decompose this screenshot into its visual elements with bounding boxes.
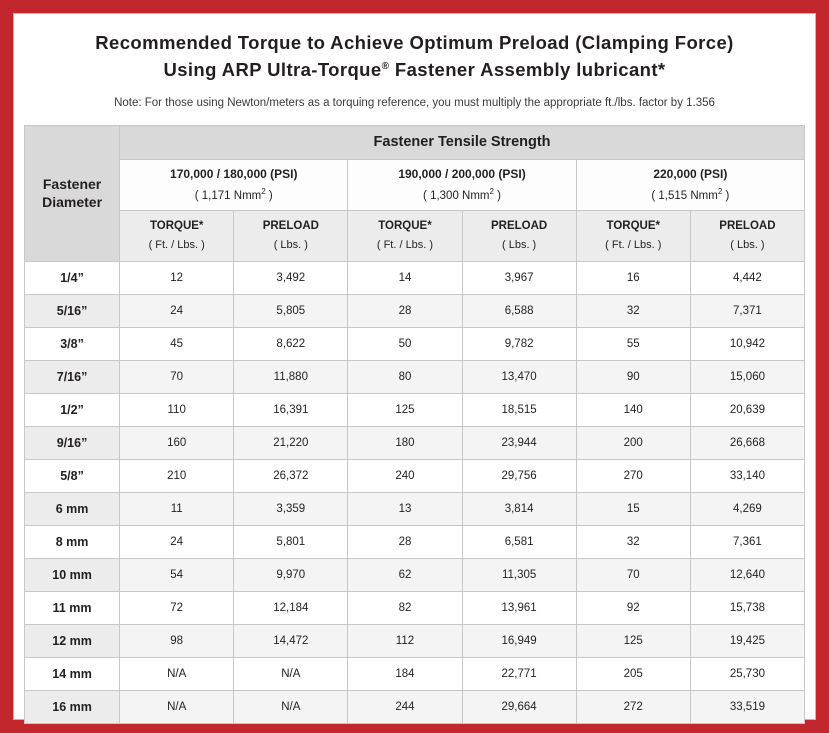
row-value: 21,220 bbox=[234, 426, 348, 459]
table-row bbox=[25, 525, 805, 558]
row-value: 32 bbox=[576, 294, 690, 327]
row-value: 70 bbox=[576, 558, 690, 591]
sub-header-5-units: ( Lbs. ) bbox=[730, 239, 765, 252]
sub-header-0-label: TORQUE* bbox=[149, 219, 204, 232]
row-value: 240 bbox=[348, 459, 462, 492]
row-value: 205 bbox=[576, 657, 690, 690]
sub-header-2 bbox=[348, 210, 462, 261]
strength-group-0-nmm bbox=[121, 187, 346, 203]
row-value: 26,668 bbox=[690, 426, 804, 459]
row-value: 4,269 bbox=[690, 492, 804, 525]
table-row bbox=[25, 294, 805, 327]
row-value: 272 bbox=[576, 690, 690, 723]
row-value: 92 bbox=[576, 591, 690, 624]
row-value: 3,359 bbox=[234, 492, 348, 525]
row-value: 16,391 bbox=[234, 393, 348, 426]
table-row bbox=[25, 261, 805, 294]
table-row bbox=[25, 558, 805, 591]
row-value: 25,730 bbox=[690, 657, 804, 690]
row-value: 3,967 bbox=[462, 261, 576, 294]
row-value: 160 bbox=[120, 426, 234, 459]
document-header bbox=[14, 14, 815, 125]
row-value: 7,371 bbox=[690, 294, 804, 327]
table-row bbox=[25, 393, 805, 426]
table-row bbox=[25, 492, 805, 525]
row-diameter: 14 mm bbox=[25, 657, 120, 690]
sub-header-1-units: ( Lbs. ) bbox=[273, 239, 308, 252]
table-row bbox=[25, 360, 805, 393]
strength-group-0-nmm-sup: 2 bbox=[261, 186, 266, 196]
diameter-header-cell bbox=[25, 125, 120, 261]
strength-group-2-nmm-sup: 2 bbox=[717, 186, 723, 196]
row-value: N/A bbox=[234, 690, 348, 723]
page-title bbox=[34, 30, 795, 84]
row-diameter: 12 mm bbox=[25, 624, 120, 657]
row-value: 24 bbox=[120, 525, 234, 558]
row-diameter: 7/16” bbox=[25, 360, 120, 393]
table-row bbox=[25, 657, 805, 690]
row-value: 210 bbox=[120, 459, 234, 492]
row-diameter: 8 mm bbox=[25, 525, 120, 558]
row-value: 13 bbox=[348, 492, 462, 525]
row-value: 98 bbox=[120, 624, 234, 657]
table-row bbox=[25, 624, 805, 657]
strength-group-1-nmm-end: ) bbox=[493, 189, 501, 202]
row-value: 11,305 bbox=[462, 558, 576, 591]
row-value: 28 bbox=[348, 294, 462, 327]
row-value: 55 bbox=[576, 327, 690, 360]
row-value: 5,805 bbox=[234, 294, 348, 327]
row-value: 11,880 bbox=[234, 360, 348, 393]
row-value: 13,961 bbox=[462, 591, 576, 624]
row-diameter: 5/16” bbox=[25, 294, 120, 327]
row-diameter: 1/2” bbox=[25, 393, 120, 426]
diameter-header-line2: Diameter bbox=[42, 194, 103, 211]
row-value: 33,519 bbox=[690, 690, 804, 723]
sub-header-4 bbox=[576, 210, 690, 261]
row-value: 4,442 bbox=[690, 261, 804, 294]
row-value: 19,425 bbox=[690, 624, 804, 657]
row-value: 270 bbox=[576, 459, 690, 492]
row-value: 10,942 bbox=[690, 327, 804, 360]
sub-header-3-label: PRELOAD bbox=[490, 219, 548, 232]
sub-header-3-units: ( Lbs. ) bbox=[501, 239, 537, 252]
row-value: 50 bbox=[348, 327, 462, 360]
sub-header-3 bbox=[462, 210, 576, 261]
row-diameter: 11 mm bbox=[25, 591, 120, 624]
row-value: 3,814 bbox=[462, 492, 576, 525]
row-value: 12,184 bbox=[234, 591, 348, 624]
table-row bbox=[25, 327, 805, 360]
row-value: 33,140 bbox=[690, 459, 804, 492]
row-value: 12 bbox=[120, 261, 234, 294]
row-value: 90 bbox=[576, 360, 690, 393]
row-value: 16 bbox=[576, 261, 690, 294]
row-value: 26,372 bbox=[234, 459, 348, 492]
sub-header-5-label: PRELOAD bbox=[719, 219, 776, 232]
table-row bbox=[25, 591, 805, 624]
strength-group-row bbox=[25, 159, 805, 210]
row-diameter: 10 mm bbox=[25, 558, 120, 591]
row-value: 14,472 bbox=[234, 624, 348, 657]
strength-group-2-nmm-end: ) bbox=[722, 189, 730, 202]
row-value: 80 bbox=[348, 360, 462, 393]
row-value: 82 bbox=[348, 591, 462, 624]
sub-header-4-units: ( Ft. / Lbs. ) bbox=[605, 239, 662, 252]
row-value: 125 bbox=[348, 393, 462, 426]
strength-group-1-nmm-sup: 2 bbox=[489, 186, 494, 196]
sub-header-1 bbox=[234, 210, 348, 261]
torque-table bbox=[24, 125, 805, 724]
tensile-strength-header: Fastener Tensile Strength bbox=[120, 125, 805, 159]
row-diameter: 6 mm bbox=[25, 492, 120, 525]
row-value: 22,771 bbox=[462, 657, 576, 690]
row-value: 3,492 bbox=[234, 261, 348, 294]
row-value: 180 bbox=[348, 426, 462, 459]
sub-header-5 bbox=[690, 210, 804, 261]
row-value: 23,944 bbox=[462, 426, 576, 459]
row-value: 18,515 bbox=[462, 393, 576, 426]
row-value: N/A bbox=[120, 657, 234, 690]
row-value: N/A bbox=[120, 690, 234, 723]
row-value: 29,664 bbox=[462, 690, 576, 723]
row-diameter: 3/8” bbox=[25, 327, 120, 360]
strength-group-0-nmm-end: ) bbox=[265, 189, 273, 202]
row-value: 62 bbox=[348, 558, 462, 591]
sub-header-row bbox=[25, 210, 805, 261]
row-value: 54 bbox=[120, 558, 234, 591]
row-value: 110 bbox=[120, 393, 234, 426]
row-value: 45 bbox=[120, 327, 234, 360]
row-value: 8,622 bbox=[234, 327, 348, 360]
row-value: 11 bbox=[120, 492, 234, 525]
row-value: 5,801 bbox=[234, 525, 348, 558]
strength-group-0-nmm-value: ( 1,171 Nmm bbox=[194, 189, 262, 202]
sub-header-4-label: TORQUE* bbox=[606, 219, 660, 232]
conversion-note: Note: For those using Newton/meters as a torquing reference, you must multiply the appropriate ft./lbs. factor by 1.356 bbox=[114, 96, 715, 109]
row-value: 70 bbox=[120, 360, 234, 393]
strength-group-2-psi: 220,000 (PSI) bbox=[653, 166, 728, 181]
strength-group-1-nmm bbox=[349, 187, 574, 203]
row-value: 72 bbox=[120, 591, 234, 624]
page-title-line2-b: Fastener Assembly lubricant* bbox=[389, 58, 666, 80]
row-value: 32 bbox=[576, 525, 690, 558]
row-value: 16,949 bbox=[462, 624, 576, 657]
strength-group-2 bbox=[576, 159, 804, 210]
strength-group-1-psi: 190,000 / 200,000 (PSI) bbox=[398, 166, 526, 181]
strength-group-2-nmm-value: ( 1,515 Nmm bbox=[651, 189, 718, 202]
row-value: N/A bbox=[234, 657, 348, 690]
row-value: 14 bbox=[348, 261, 462, 294]
row-value: 244 bbox=[348, 690, 462, 723]
row-value: 200 bbox=[576, 426, 690, 459]
row-value: 12,640 bbox=[690, 558, 804, 591]
row-value: 125 bbox=[576, 624, 690, 657]
row-value: 112 bbox=[348, 624, 462, 657]
row-value: 9,970 bbox=[234, 558, 348, 591]
table-row bbox=[25, 690, 805, 723]
row-value: 20,639 bbox=[690, 393, 804, 426]
sub-header-0-units: ( Ft. / Lbs. ) bbox=[148, 239, 205, 252]
diameter-header-line1: Fastener bbox=[42, 175, 102, 192]
row-value: 15,738 bbox=[690, 591, 804, 624]
sub-header-2-label: TORQUE* bbox=[378, 219, 432, 232]
row-value: 29,756 bbox=[462, 459, 576, 492]
table-row bbox=[25, 459, 805, 492]
registered-mark: ® bbox=[381, 60, 390, 72]
strength-group-1 bbox=[348, 159, 576, 210]
row-value: 6,581 bbox=[462, 525, 576, 558]
row-value: 6,588 bbox=[462, 294, 576, 327]
row-value: 9,782 bbox=[462, 327, 576, 360]
table-header-row-group bbox=[25, 125, 805, 159]
document-page bbox=[13, 13, 816, 720]
row-value: 15 bbox=[576, 492, 690, 525]
row-value: 7,361 bbox=[690, 525, 804, 558]
row-value: 24 bbox=[120, 294, 234, 327]
row-value: 28 bbox=[348, 525, 462, 558]
table-row bbox=[25, 426, 805, 459]
row-value: 140 bbox=[576, 393, 690, 426]
strength-group-0 bbox=[120, 159, 348, 210]
row-diameter: 1/4” bbox=[25, 261, 120, 294]
row-value: 13,470 bbox=[462, 360, 576, 393]
page-title-line2-a: Using ARP Ultra-Torque bbox=[163, 58, 382, 80]
sub-header-1-label: PRELOAD bbox=[262, 219, 319, 232]
strength-group-0-psi: 170,000 / 180,000 (PSI) bbox=[170, 166, 298, 181]
row-diameter: 16 mm bbox=[25, 690, 120, 723]
sub-header-2-units: ( Ft. / Lbs. ) bbox=[376, 239, 434, 252]
row-diameter: 5/8” bbox=[25, 459, 120, 492]
sub-header-0 bbox=[120, 210, 234, 261]
row-diameter: 9/16” bbox=[25, 426, 120, 459]
row-value: 184 bbox=[348, 657, 462, 690]
page-title-line1: Recommended Torque to Achieve Optimum Preload (Clamping Force) bbox=[95, 32, 734, 53]
row-value: 15,060 bbox=[690, 360, 804, 393]
strength-group-2-nmm bbox=[578, 187, 803, 203]
strength-group-1-nmm-value: ( 1,300 Nmm bbox=[423, 189, 490, 202]
